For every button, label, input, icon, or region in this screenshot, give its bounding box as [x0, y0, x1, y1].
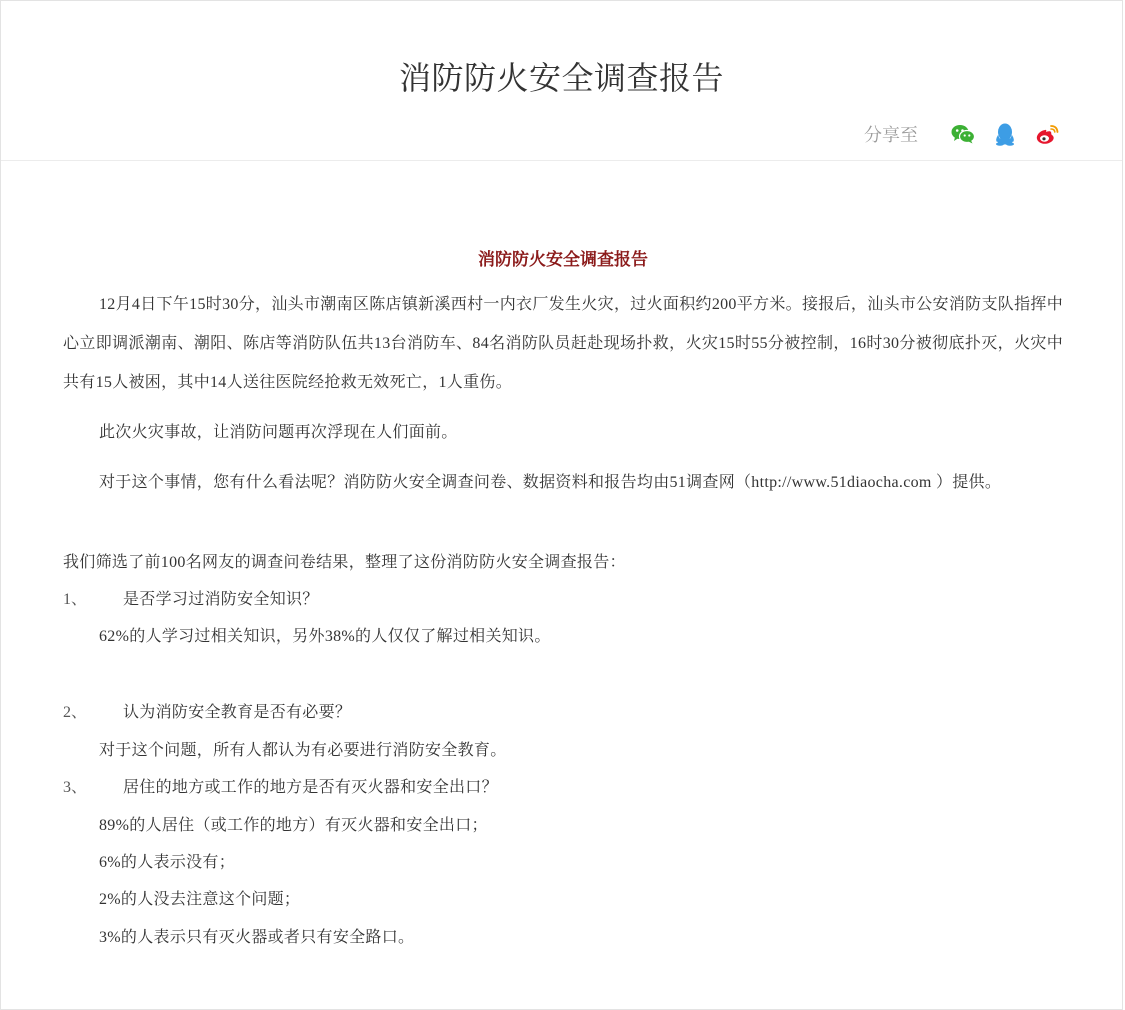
- page-header: [1, 1, 1122, 161]
- question-text: 居住的地方或工作的地方是否有灭火器和安全出口？: [123, 779, 498, 796]
- weibo-icon[interactable]: [1034, 121, 1060, 147]
- paragraph-attention: 此次火灾事故，让消防问题再次浮现在人们面前。: [99, 424, 458, 441]
- article-title: 消防防火安全调查报告: [478, 250, 648, 270]
- question-number: 1、: [63, 591, 88, 608]
- wechat-icon[interactable]: [950, 121, 976, 147]
- answer-text: 6%的人表示没有；: [99, 854, 236, 871]
- question-text: 认为消防安全教育是否有必要？: [123, 704, 352, 721]
- answer-text: 2%的人没去注意这个问题；: [99, 891, 301, 908]
- page-title: 消防防火安全调查报告: [398, 59, 724, 97]
- answer-text: 3%的人表示只有灭火器或者只有安全路口。: [99, 929, 415, 946]
- question-number: 2、: [63, 704, 88, 721]
- share-bar: [864, 121, 1060, 147]
- answer-text: 89%的人居住（或工作的地方）有灭火器和安全出口；: [99, 817, 488, 834]
- qq-icon[interactable]: [992, 121, 1018, 147]
- answer-text: 62%的人学习过相关知识，另外38%的人仅仅了解过相关知识。: [99, 628, 551, 645]
- question-text: 是否学习过消防安全知识？: [123, 591, 319, 608]
- paragraph-incident: 12月4日下午15时30分，汕头市潮南区陈店镇新溪西村一内衣厂发生火灾，过火面积约200平方米。接报后，汕头市公安消防支队指挥中心立即调派潮南、潮阳、陈店等消防队伍共13台消防车、84名消防队员赶赴现场扑救，火灾15时55分被控制，16时30分被彻底扑灭，火灾中共有15人被困，其中14人送往医院经抢救无效死亡，1人重伤。: [63, 296, 1063, 391]
- question-number: 3、: [63, 779, 88, 796]
- paragraph-source: 对于这个事情，您有什么看法呢？消防防火安全调查问卷、数据资料和报告均由51调查网（http://www.51diaocha.com ）提供。: [99, 474, 1002, 491]
- paragraph-intro: 我们筛选了前100名网友的调查问卷结果，整理了这份消防防火安全调查报告：: [63, 554, 626, 571]
- share-label: 分享至: [864, 125, 918, 146]
- answer-text: 对于这个问题，所有人都认为有必要进行消防安全教育。: [99, 742, 507, 759]
